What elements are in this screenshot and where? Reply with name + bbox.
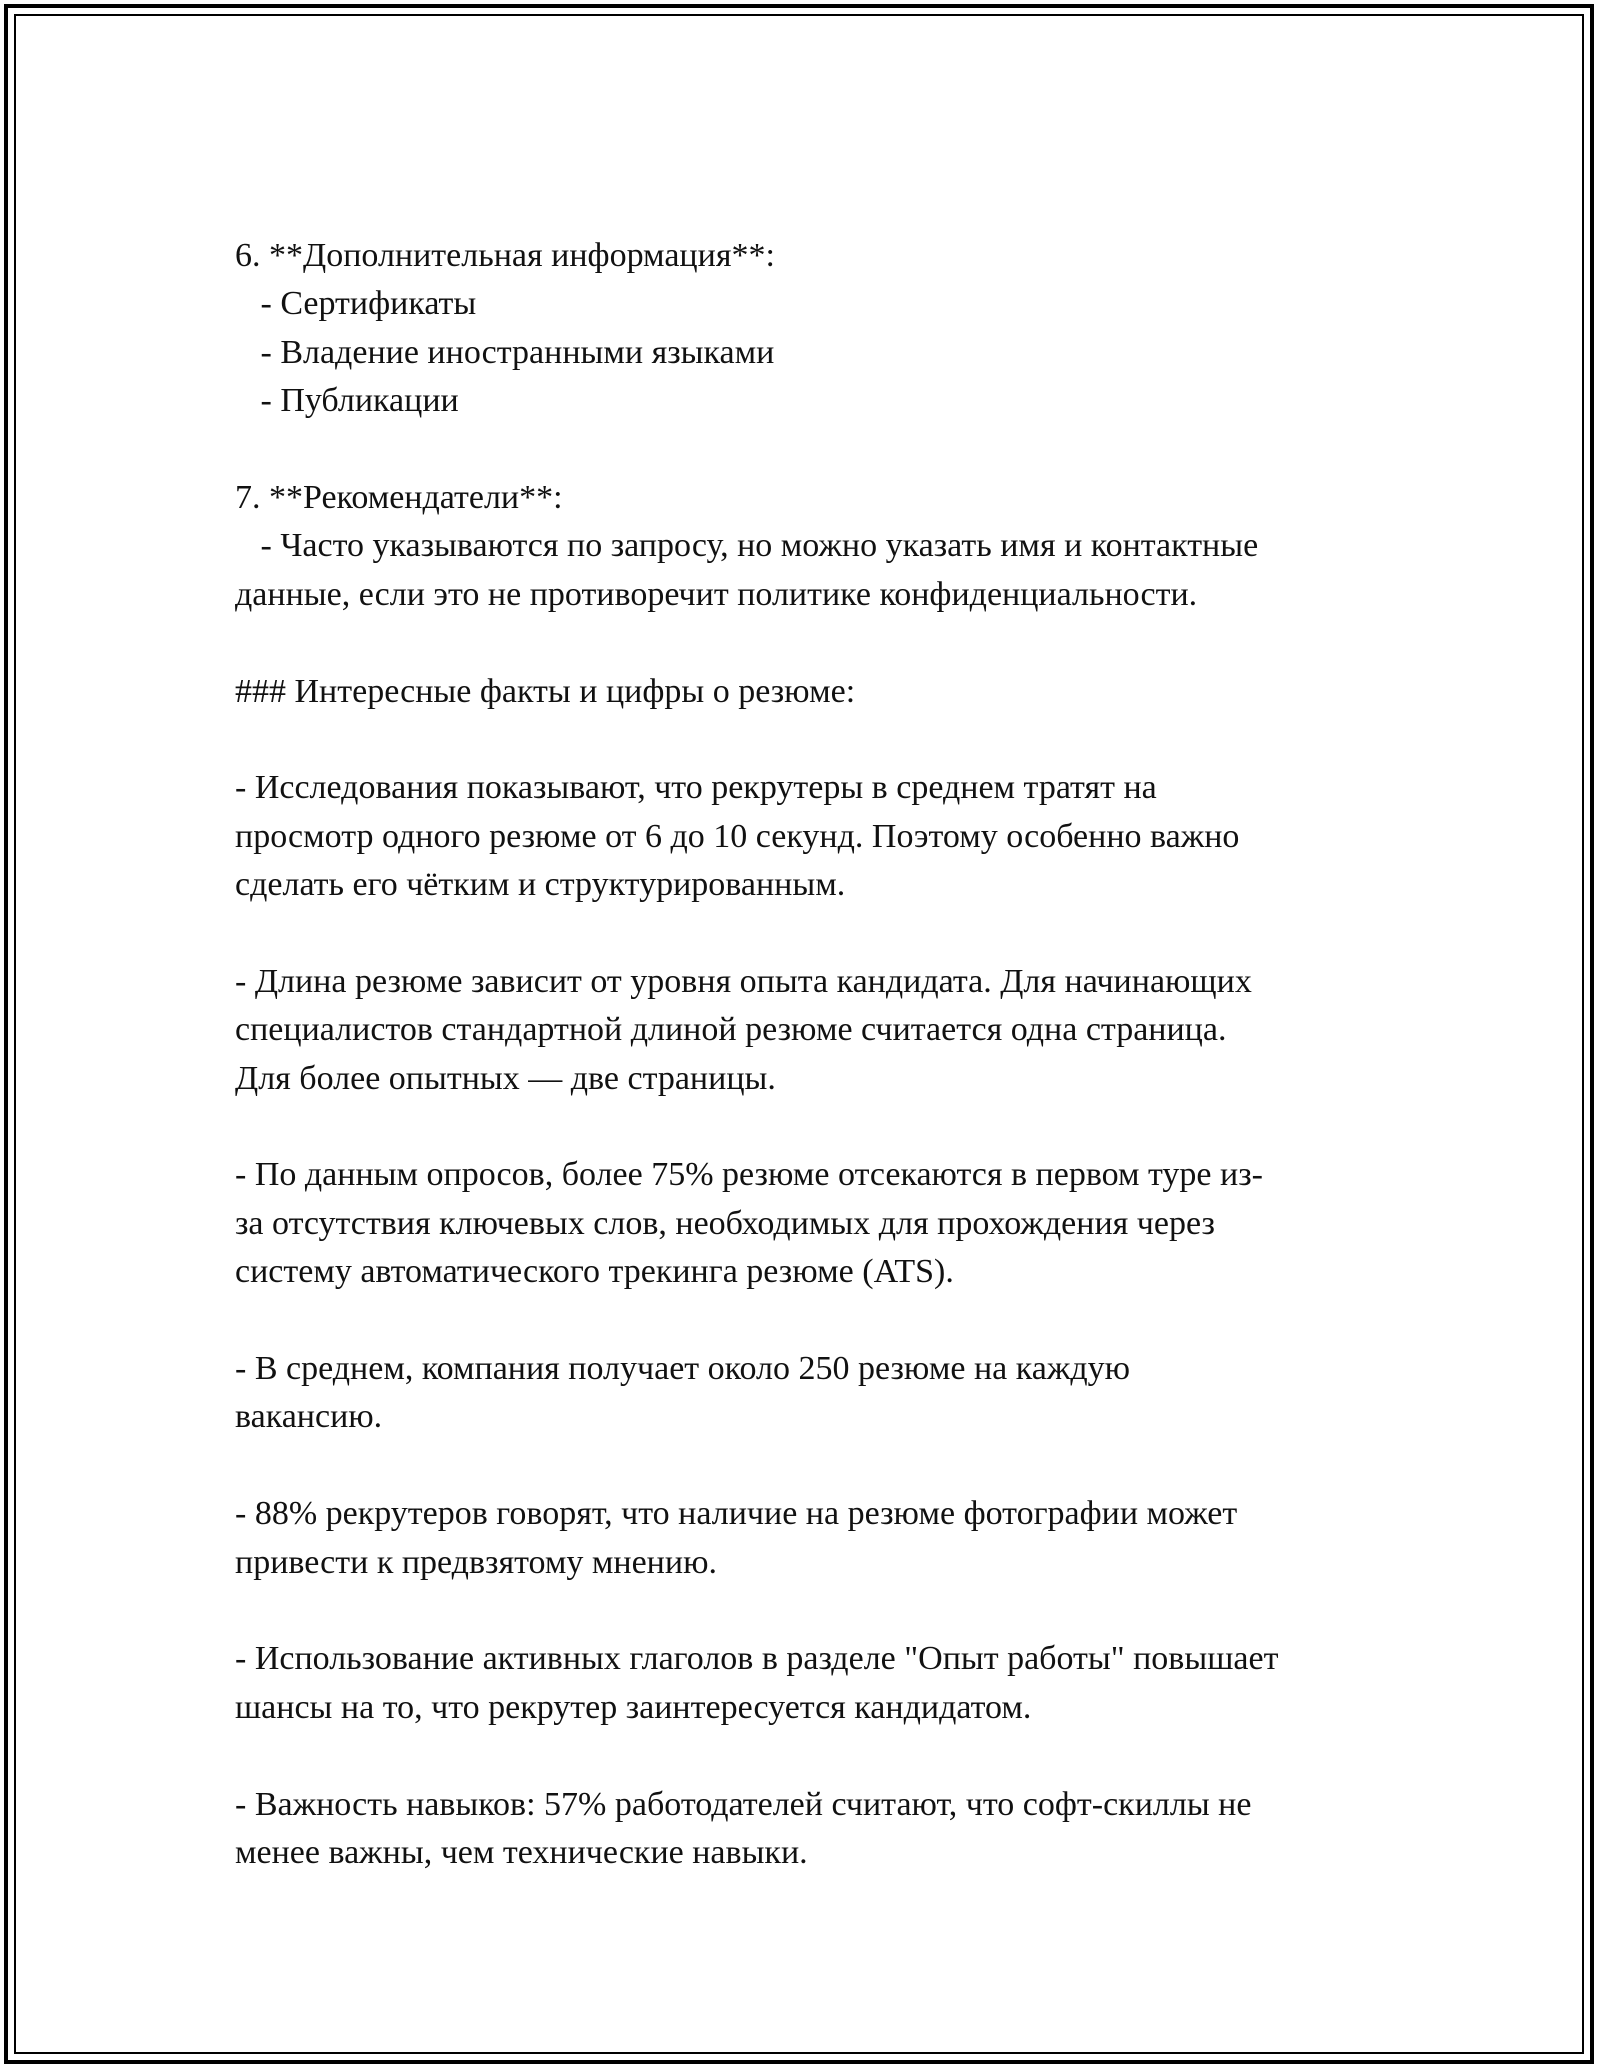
paragraph-line: менее важны, чем технические навыки. — [235, 1833, 808, 1871]
list-item: - Сертификаты — [235, 285, 477, 323]
spacer — [235, 426, 1385, 474]
paragraph-line: - Длина резюме зависит от уровня опыта кандидата. Для начинающих — [235, 962, 1252, 1000]
fact-paragraph — [235, 1151, 1385, 1296]
section-heading: 7. **Рекомендатели**: — [235, 478, 563, 516]
spacer — [235, 1587, 1385, 1635]
paragraph-line: - Важность навыков: 57% работодателей считают, что софт-скиллы не — [235, 1785, 1252, 1823]
paragraph-line: вакансию. — [235, 1398, 383, 1436]
paragraph-line: - В среднем, компания получает около 250 резюме на каждую — [235, 1349, 1131, 1387]
fact-paragraph — [235, 1345, 1385, 1442]
fact-paragraph — [235, 958, 1385, 1103]
document-body — [235, 232, 1385, 1877]
list-item: - Публикации — [235, 382, 459, 420]
paragraph-line: привести к предвзятому мнению. — [235, 1543, 717, 1581]
fact-paragraph — [235, 764, 1385, 909]
paragraph-line: - Исследования показывают, что рекрутеры в среднем тратят на — [235, 769, 1157, 807]
spacer — [235, 619, 1385, 667]
paragraph-line: систему автоматического трекинга резюме (ATS). — [235, 1253, 954, 1291]
paragraph-line: данные, если это не противоречит политике конфиденциальности. — [235, 575, 1198, 613]
paragraph-line: за отсутствия ключевых слов, необходимых для прохождения через — [235, 1204, 1215, 1242]
facts-heading: ### Интересные факты и цифры о резюме: — [235, 672, 856, 710]
fact-paragraph — [235, 1490, 1385, 1587]
spacer — [235, 716, 1385, 764]
paragraph-line: - Часто указываются по запросу, но можно указать имя и контактные — [235, 527, 1259, 565]
paragraph-line: сделать его чётким и структурированным. — [235, 866, 846, 904]
paragraph-line: шансы на то, что рекрутер заинтересуется кандидатом. — [235, 1688, 1032, 1726]
section-heading: 6. **Дополнительная информация**: — [235, 237, 775, 274]
paragraph-line: - Использование активных глаголов в разделе "Опыт работы" повышает — [235, 1640, 1279, 1678]
section-references — [235, 474, 1385, 619]
section-additional-info — [235, 232, 1385, 426]
spacer — [235, 909, 1385, 957]
spacer — [235, 1103, 1385, 1151]
paragraph-line: - 88% рекрутеров говорят, что наличие на резюме фотографии может — [235, 1495, 1238, 1533]
spacer — [235, 1732, 1385, 1780]
fact-paragraph — [235, 1635, 1385, 1732]
list-item: - Владение иностранными языками — [235, 333, 775, 371]
fact-paragraph — [235, 1781, 1385, 1878]
paragraph-line: - По данным опросов, более 75% резюме отсекаются в первом туре из- — [235, 1156, 1263, 1194]
paragraph-line: Для более опытных — две страницы. — [235, 1059, 776, 1097]
spacer — [235, 1297, 1385, 1345]
paragraph-line: просмотр одного резюме от 6 до 10 секунд. Поэтому особенно важно — [235, 817, 1240, 855]
paragraph-line: специалистов стандартной длиной резюме считается одна страница. — [235, 1011, 1227, 1049]
spacer — [235, 1442, 1385, 1490]
